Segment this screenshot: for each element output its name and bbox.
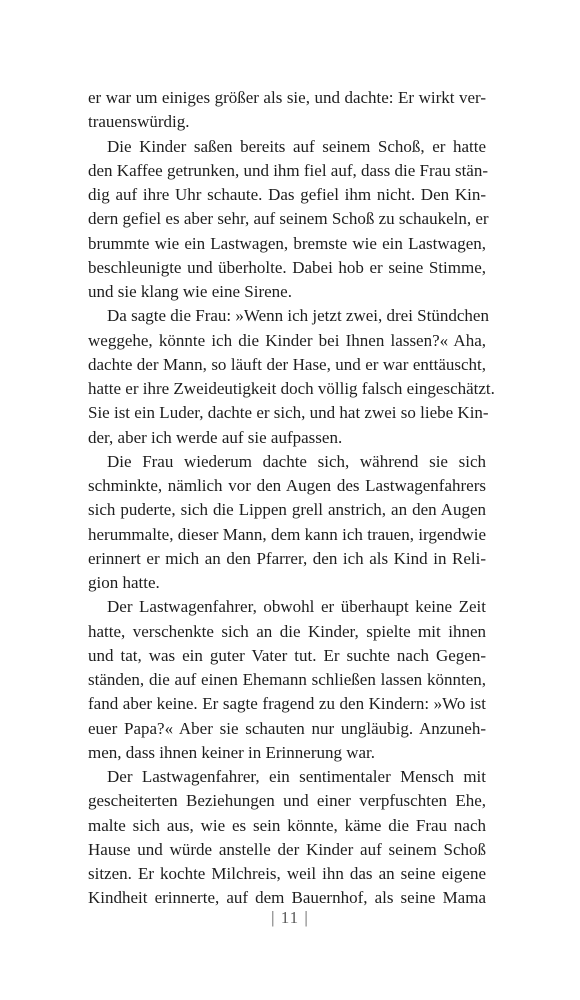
text-line: Die Kinder saßen bereits auf seinem Schoß, er hatte: [107, 136, 486, 156]
body-text: [88, 86, 495, 911]
text-line: ständen, die auf einen Ehemann schließen lassen könnten,: [88, 670, 486, 689]
text-line: Hause und würde anstelle der Kinder auf seinem Schoß: [88, 839, 486, 859]
text-line: gescheiterten Beziehungen und einer verpfuschten Ehe,: [88, 791, 486, 811]
text-line: beschleunigte und überholte. Dabei hob er seine Stimme,: [88, 257, 486, 277]
text-line: schminkte, nämlich vor den Augen des Lastwagenfahrers: [88, 476, 486, 495]
text-line: Der Lastwagenfahrer, ein sentimentaler Mensch mit: [107, 767, 486, 786]
text-line: herummalte, dieser Mann, dem kann ich trauen, irgendwie: [88, 524, 486, 544]
text-line: gion hatte.: [88, 573, 160, 592]
text-line: trauenswürdig.: [88, 112, 190, 132]
text-line: er war um einiges größer als sie, und dachte: Er wirkt ver-: [88, 88, 486, 107]
text-line: Die Frau wiederum dachte sich, während sie sich: [107, 451, 486, 471]
page-number: | 11 |: [271, 908, 309, 927]
text-line: und tat, was ein guter Vater tut. Er suchte nach Gegen-: [88, 645, 486, 665]
text-line: dig auf ihre Uhr schaute. Das gefiel ihm nicht. Den Kin-: [88, 185, 486, 204]
text-line: weggehe, könnte ich die Kinder bei Ihnen lassen?« Aha,: [88, 330, 486, 350]
text-line: Da sagte die Frau: »Wenn ich jetzt zwei, drei Stündchen: [107, 306, 489, 326]
text-line: brummte wie ein Lastwagen, bremste wie ein Lastwagen,: [88, 233, 486, 253]
text-line: malte sich aus, wie es sein könnte, käme die Frau nach: [88, 815, 486, 835]
text-line: und sie klang wie eine Sirene.: [88, 282, 292, 301]
text-line: den Kaffee getrunken, und ihm fiel auf, dass die Frau stän-: [88, 160, 489, 180]
text-line: erinnert er mich an den Pfarrer, den ich als Kind in Reli-: [88, 548, 486, 568]
text-line: hatte er ihre Zweideutigkeit doch völlig falsch eingeschätzt.: [88, 379, 495, 398]
text-line: der, aber ich werde auf sie aufpassen.: [88, 427, 343, 447]
text-line: dern gefiel es aber sehr, auf seinem Schoß zu schaukeln, er: [88, 209, 489, 229]
text-line: euer Papa?« Aber sie schauten nur ungläubig. Anzuneh-: [88, 718, 486, 738]
text-line: Der Lastwagenfahrer, obwohl er überhaupt keine Zeit: [107, 597, 486, 617]
text-line: men, dass ihnen keiner in Erinnerung war.: [88, 742, 376, 762]
text-line: hatte, verschenkte sich an die Kinder, spielte mit ihnen: [88, 621, 486, 641]
text-line: dachte der Mann, so läuft der Hase, und er war enttäuscht,: [88, 354, 486, 374]
text-line: fand aber keine. Er sagte fragend zu den Kindern: »Wo ist: [88, 694, 486, 714]
text-line: Kindheit erinnerte, auf dem Bauernhof, als seine Mama: [88, 888, 486, 908]
text-line: sitzen. Er kochte Milchreis, weil ihn das an seine eigene: [88, 864, 486, 883]
text-line: Sie ist ein Luder, dachte er sich, und hat zwei so liebe Kin-: [88, 403, 489, 423]
text-line: sich puderte, sich die Lippen grell anstrich, an den Augen: [88, 500, 486, 520]
